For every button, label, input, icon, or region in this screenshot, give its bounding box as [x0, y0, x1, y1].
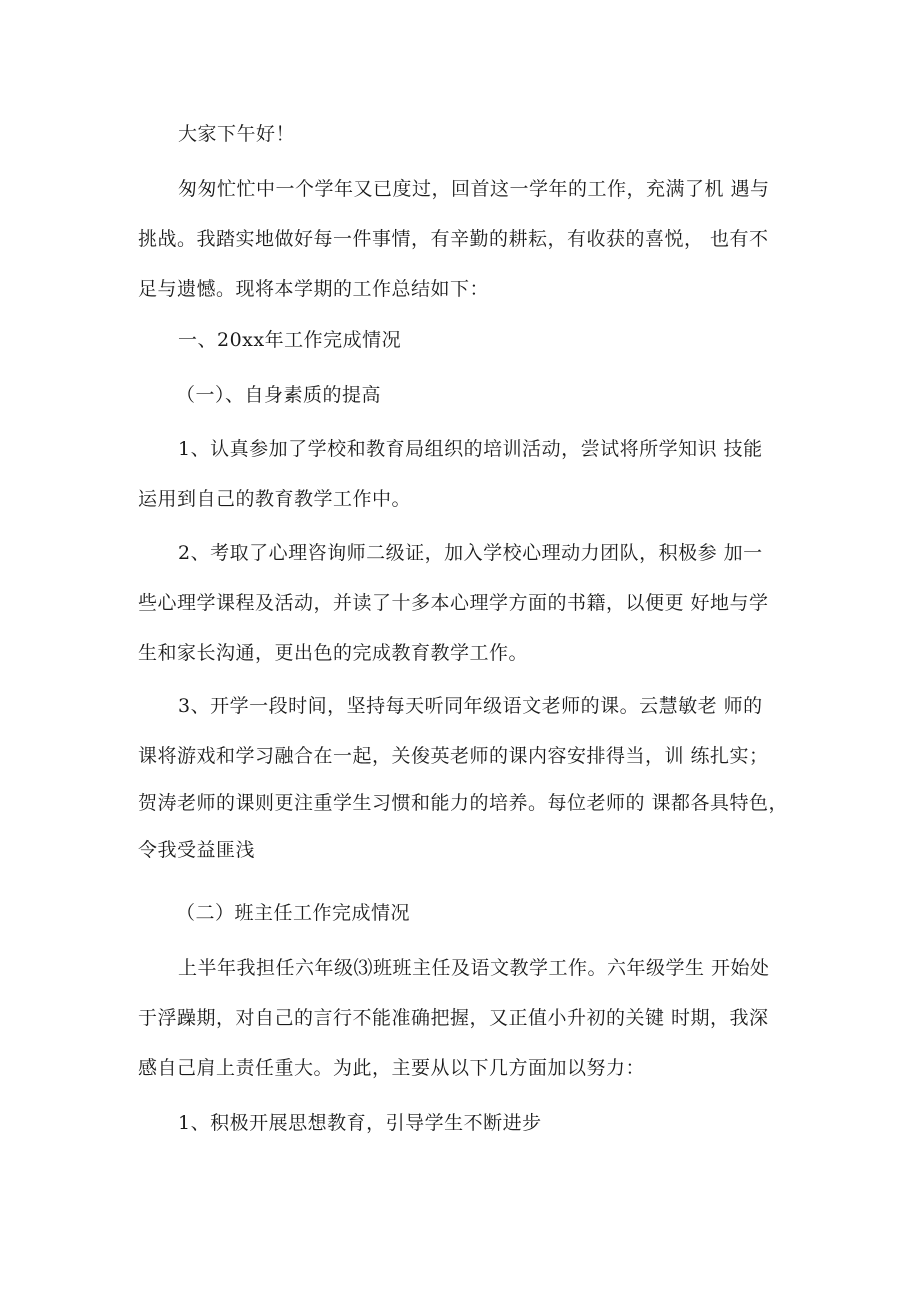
item-3-line-3: 贺涛老师的课则更注重学生习惯和能力的培养。每位老师的 课都各具特色，	[138, 792, 789, 814]
subsection-heading-2: （二）班主任工作完成情况	[176, 902, 411, 924]
section-heading-1: 一、20xx年工作完成情况	[178, 329, 402, 351]
item-3-line-2: 课将游戏和学习融合在一起，关俊英老师的课内容安排得当，训 练扎实；	[138, 745, 769, 767]
item-3-line-1: 3、开学一段时间，坚持每天听同年级语文老师的课。云慧敏老 师的	[178, 695, 763, 717]
intro-paragraph-line-2: 挑战。我踏实地做好每一件事情，有辛勤的耕耘，有收获的喜悦， 也有不	[138, 228, 769, 250]
intro-paragraph-line-1: 匆匆忙忙中一个学年又已度过，回首这一学年的工作，充满了机 遇与	[178, 178, 770, 200]
item-4-line-1: 1、积极开展思想教育，引导学生不断进步	[178, 1112, 542, 1134]
item-2-line-1: 2、考取了心理咨询师二级证，加入学校心理动力团队，积极参 加一	[178, 542, 763, 564]
item-1-line-2: 运用到自己的教育教学工作中。	[138, 488, 412, 510]
item-2-line-3: 生和家长沟通，更出色的完成教育教学工作。	[138, 642, 529, 664]
greeting: 大家下午好！	[178, 123, 296, 145]
class-paragraph-line-3: 感自己肩上责任重大。为此，主要从以下几方面加以努力：	[138, 1057, 646, 1079]
intro-paragraph-line-3: 足与遗憾。现将本学期的工作总结如下：	[138, 278, 490, 300]
class-paragraph-line-1: 上半年我担任六年级⑶班班主任及语文教学工作。六年级学生 开始处	[178, 957, 770, 979]
item-3-line-4: 令我受益匪浅	[138, 839, 256, 861]
subsection-heading-1: （一）、自身素质的提高	[176, 384, 382, 406]
item-2-line-2: 些心理学课程及活动，并读了十多本心理学方面的书籍，以便更 好地与学	[138, 592, 769, 614]
item-1-line-1: 1、认真参加了学校和教育局组织的培训活动，尝试将所学知识 技能	[178, 438, 763, 460]
class-paragraph-line-2: 于浮躁期，对自己的言行不能准确把握，又正值小升初的关键 时期，我深	[138, 1007, 769, 1029]
